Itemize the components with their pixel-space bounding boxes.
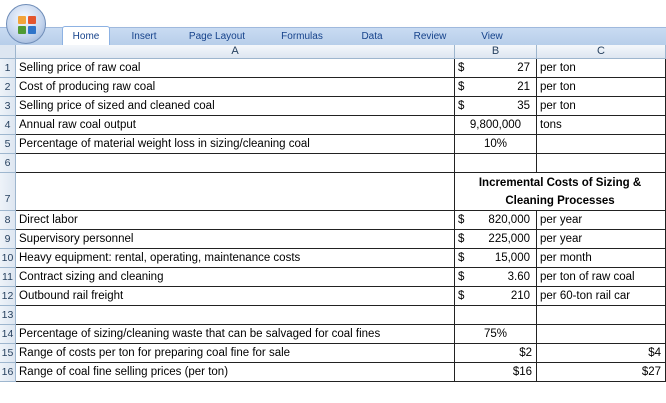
cell-value: 35 [517, 100, 530, 112]
office-button[interactable] [6, 4, 46, 44]
ribbon [0, 0, 666, 45]
cell-c[interactable] [537, 306, 666, 325]
office-logo-icon [18, 16, 36, 34]
row-header[interactable]: 16 [0, 363, 16, 382]
table-row [0, 287, 666, 306]
cell-b[interactable] [455, 116, 537, 135]
cell-b[interactable] [455, 325, 537, 344]
cell-value: 820,000 [488, 214, 530, 226]
tab-formulas[interactable]: Formulas [281, 31, 323, 42]
cell-b[interactable] [455, 135, 537, 154]
header-line-1: Incremental Costs of Sizing & [478, 177, 642, 189]
row-header[interactable]: 11 [0, 268, 16, 287]
cell-a[interactable]: Heavy equipment: rental, operating, maintenance costs [16, 249, 455, 268]
table-row [0, 97, 666, 116]
cell-value: $4 [648, 347, 661, 359]
table-row [0, 211, 666, 230]
row-header[interactable]: 9 [0, 230, 16, 249]
cell-a[interactable]: Percentage of sizing/cleaning waste that can be salvaged for coal fines [16, 325, 455, 344]
column-header-row [0, 45, 666, 59]
cell-b[interactable] [455, 363, 537, 382]
cell-value: 21 [517, 81, 530, 93]
tab-insert[interactable]: Insert [131, 31, 157, 42]
table-row [0, 59, 666, 78]
row-header[interactable]: 1 [0, 59, 16, 78]
cell-a[interactable] [16, 154, 455, 173]
select-all-corner[interactable] [0, 45, 16, 59]
tab-view[interactable]: View [481, 31, 503, 42]
cell-a[interactable]: Selling price of raw coal [16, 59, 455, 78]
row-header[interactable]: 8 [0, 211, 16, 230]
cell-a[interactable]: Contract sizing and cleaning [16, 268, 455, 287]
column-header-a[interactable]: A [16, 45, 455, 59]
cell-a[interactable]: Range of costs per ton for preparing coal fine for sale [16, 344, 455, 363]
header-line-2: Cleaning Processes [505, 195, 615, 207]
cell-b[interactable] [455, 306, 537, 325]
table-row [0, 363, 666, 382]
row-header[interactable]: 5 [0, 135, 16, 154]
currency-symbol: $ [458, 252, 465, 264]
cell-c[interactable]: per year [537, 230, 666, 249]
cell-value: 225,000 [488, 233, 530, 245]
cell-c[interactable]: per 60-ton rail car [537, 287, 666, 306]
cell-c[interactable]: per ton [537, 97, 666, 116]
cell-c[interactable]: per ton of raw coal [537, 268, 666, 287]
cell-a[interactable]: Selling price of sized and cleaned coal [16, 97, 455, 116]
cell-value: 15,000 [494, 252, 530, 264]
table-row [0, 78, 666, 97]
cell-c[interactable]: per ton [537, 78, 666, 97]
cell-a[interactable] [16, 173, 455, 211]
table-row [0, 116, 666, 135]
cell-value: 3.60 [507, 271, 530, 283]
tab-home[interactable]: Home [62, 26, 110, 45]
row-header[interactable]: 2 [0, 78, 16, 97]
cell-a[interactable]: Outbound rail freight [16, 287, 455, 306]
currency-symbol: $ [458, 233, 465, 245]
row-header[interactable]: 15 [0, 344, 16, 363]
tab-page-layout[interactable]: Page Layout [188, 31, 246, 42]
cell-c[interactable] [537, 363, 666, 382]
cell-a[interactable]: Supervisory personnel [16, 230, 455, 249]
cell-c[interactable] [537, 135, 666, 154]
tab-review[interactable]: Review [413, 31, 447, 42]
cell-a[interactable] [16, 306, 455, 325]
column-header-b[interactable]: B [455, 45, 537, 59]
cell-value: 75% [483, 328, 508, 340]
cell-value: $16 [512, 366, 532, 378]
currency-symbol: $ [458, 214, 465, 226]
row-header[interactable]: 3 [0, 97, 16, 116]
row-header[interactable]: 10 [0, 249, 16, 268]
currency-symbol: $ [458, 290, 465, 302]
cell-c[interactable]: per ton [537, 59, 666, 78]
row-header[interactable]: 6 [0, 154, 16, 173]
currency-symbol: $ [458, 62, 465, 74]
cell-value: 27 [517, 62, 530, 74]
table-row [0, 173, 666, 211]
cell-b[interactable] [455, 287, 537, 306]
cell-b[interactable] [455, 97, 537, 116]
column-header-c[interactable]: C [537, 45, 666, 59]
table-row [0, 268, 666, 287]
cell-c[interactable]: per year [537, 211, 666, 230]
row-header[interactable]: 7 [0, 173, 16, 211]
row-header[interactable]: 13 [0, 306, 16, 325]
cell-value: 10% [483, 138, 508, 150]
table-row [0, 135, 666, 154]
currency-symbol: $ [458, 271, 465, 283]
cell-value: $2 [519, 347, 532, 359]
cell-a[interactable]: Direct labor [16, 211, 455, 230]
cell-c[interactable]: tons [537, 116, 666, 135]
incremental-costs-header[interactable] [455, 173, 666, 211]
cell-c[interactable] [537, 154, 666, 173]
currency-symbol: $ [458, 100, 465, 112]
row-header[interactable]: 14 [0, 325, 16, 344]
table-row [0, 154, 666, 173]
cell-value: 9,800,000 [469, 119, 522, 131]
currency-symbol: $ [458, 81, 465, 93]
cell-b[interactable] [455, 154, 537, 173]
table-row [0, 249, 666, 268]
cell-value: 210 [510, 290, 530, 302]
cell-b[interactable] [455, 59, 537, 78]
cell-b[interactable] [455, 211, 537, 230]
table-row [0, 306, 666, 325]
cell-a[interactable]: Annual raw coal output [16, 116, 455, 135]
table-row [0, 344, 666, 363]
row-header[interactable]: 4 [0, 116, 16, 135]
cell-a[interactable]: Range of coal fine selling prices (per ton) [16, 363, 455, 382]
cell-value: $27 [641, 366, 661, 378]
row-header[interactable]: 12 [0, 287, 16, 306]
table-row [0, 230, 666, 249]
tab-data[interactable]: Data [361, 31, 383, 42]
cell-b[interactable] [455, 78, 537, 97]
cell-c[interactable]: per month [537, 249, 666, 268]
cell-c[interactable] [537, 344, 666, 363]
cell-c[interactable] [537, 325, 666, 344]
cell-a[interactable]: Cost of producing raw coal [16, 78, 455, 97]
cell-b[interactable] [455, 249, 537, 268]
table-row [0, 325, 666, 344]
cell-a[interactable]: Percentage of material weight loss in sizing/cleaning coal [16, 135, 455, 154]
cell-b[interactable] [455, 268, 537, 287]
cell-b[interactable] [455, 344, 537, 363]
cell-b[interactable] [455, 230, 537, 249]
